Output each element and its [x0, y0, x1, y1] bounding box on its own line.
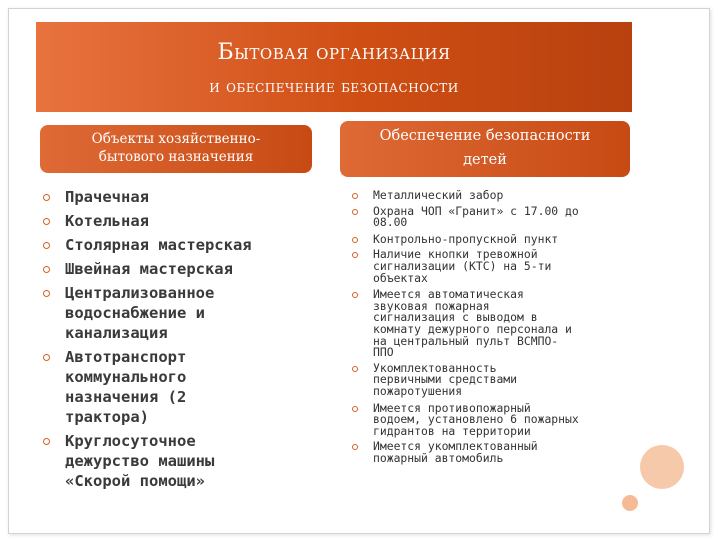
list-item-text-line: Металлический забор — [373, 188, 504, 202]
list-item — [42, 211, 312, 231]
list-item-text-line: на центральный пульт ВСМПО- — [373, 333, 559, 348]
bullet-icon — [43, 242, 50, 249]
list-item-text-line: звуковая пожарная — [373, 298, 490, 313]
list-item — [352, 249, 632, 284]
list-item-text-line: первичными средствами — [373, 372, 518, 387]
right-column-list — [352, 190, 632, 468]
list-item-text-line: «Скорой помощи» — [65, 472, 205, 490]
list-item — [42, 259, 312, 279]
list-item-text-line: коммунального — [65, 368, 187, 386]
bullet-icon — [43, 438, 50, 445]
list-item-text-line: Круглосуточное — [65, 432, 196, 450]
left-column-header — [40, 125, 312, 173]
right-header-line: Обеспечение безопасности — [379, 128, 591, 144]
right-header-line: детей — [463, 152, 507, 168]
list-item-text-line: Имеется противопожарный — [373, 400, 531, 415]
title-line-1-text: Бытовая организация — [217, 40, 451, 65]
decorative-circle-small — [622, 495, 638, 511]
bullet-icon — [43, 194, 50, 201]
bullet-icon — [352, 292, 358, 298]
right-column-header — [340, 121, 630, 177]
bullet-icon — [352, 193, 358, 199]
list-item-text-line: комнату дежурного персонала и — [373, 321, 572, 336]
list-item-text-line: Централизованное — [65, 284, 215, 302]
left-header-line: бытового назначения — [98, 149, 254, 165]
list-item-text-line: 08.00 — [373, 215, 408, 230]
decorative-circle-large — [640, 445, 684, 489]
list-item-text-line: пожаротушения — [373, 383, 463, 398]
list-item-text-line: канализация — [65, 324, 168, 342]
title-band — [36, 22, 632, 112]
list-item — [352, 231, 632, 246]
list-item — [42, 187, 312, 207]
list-item-text-line: ППО — [373, 345, 394, 360]
list-item-text-line: трактора) — [65, 408, 149, 426]
list-item-text-line: Имеется укомплектованный — [373, 439, 538, 454]
bullet-icon — [352, 444, 358, 450]
list-item — [42, 283, 312, 343]
list-item-text-line: Наличие кнопки тревожной — [373, 247, 538, 262]
bullet-icon — [352, 366, 358, 372]
list-item — [352, 441, 632, 464]
list-item — [352, 289, 632, 359]
list-item-text-line: водоснабжение и — [65, 304, 205, 322]
list-item — [352, 190, 632, 202]
bullet-icon — [43, 354, 50, 361]
bullet-icon — [352, 406, 358, 412]
list-item-text-line: Имеется автоматическая — [373, 287, 524, 302]
list-item-text-line: Швейная мастерская — [65, 260, 233, 278]
list-item — [352, 360, 632, 398]
bullet-icon — [352, 252, 358, 258]
list-item-text-line: объектах — [373, 270, 428, 285]
list-item-text-line: гидрантов на территории — [373, 423, 531, 438]
list-item-text-line: Укомплектованность — [373, 360, 497, 375]
list-item-text-line: сигнализация с выводом в — [373, 310, 538, 325]
list-item-text-line: Прачечная — [65, 188, 149, 206]
list-item-text-line: Охрана ЧОП «Гранит» с 17.00 до — [373, 203, 579, 218]
left-header-line: Объекты хозяйственно- — [91, 131, 261, 147]
list-item-text-line: сигнализации (КТС) на 5-ти — [373, 258, 552, 273]
list-item — [42, 431, 312, 491]
bullet-icon — [43, 218, 50, 225]
title-line-2 — [36, 77, 632, 97]
bullet-icon — [352, 209, 358, 215]
title-line-1 — [36, 40, 632, 65]
title-line-2-text: и обеспечение безопасности — [209, 77, 459, 97]
list-item — [352, 400, 632, 438]
list-item-text-line: Котельная — [65, 212, 149, 230]
list-item — [42, 235, 312, 255]
left-column-list — [42, 187, 312, 495]
list-item-text-line: Автотранспорт — [65, 348, 187, 366]
list-item-text-line: водоем, установлено 6 пожарных — [373, 412, 579, 427]
list-item-text-line: назначения (2 — [65, 388, 187, 406]
list-item — [352, 203, 632, 230]
bullet-icon — [43, 290, 50, 297]
bullet-icon — [43, 266, 50, 273]
list-item-text-line: Контрольно-пропускной пункт — [373, 231, 559, 246]
list-item-text-line: дежурство машины — [65, 452, 215, 470]
list-item-text-line: пожарный автомобиль — [373, 450, 504, 465]
list-item-text-line: Столярная мастерская — [65, 236, 252, 254]
bullet-icon — [352, 237, 358, 243]
list-item — [42, 347, 312, 427]
